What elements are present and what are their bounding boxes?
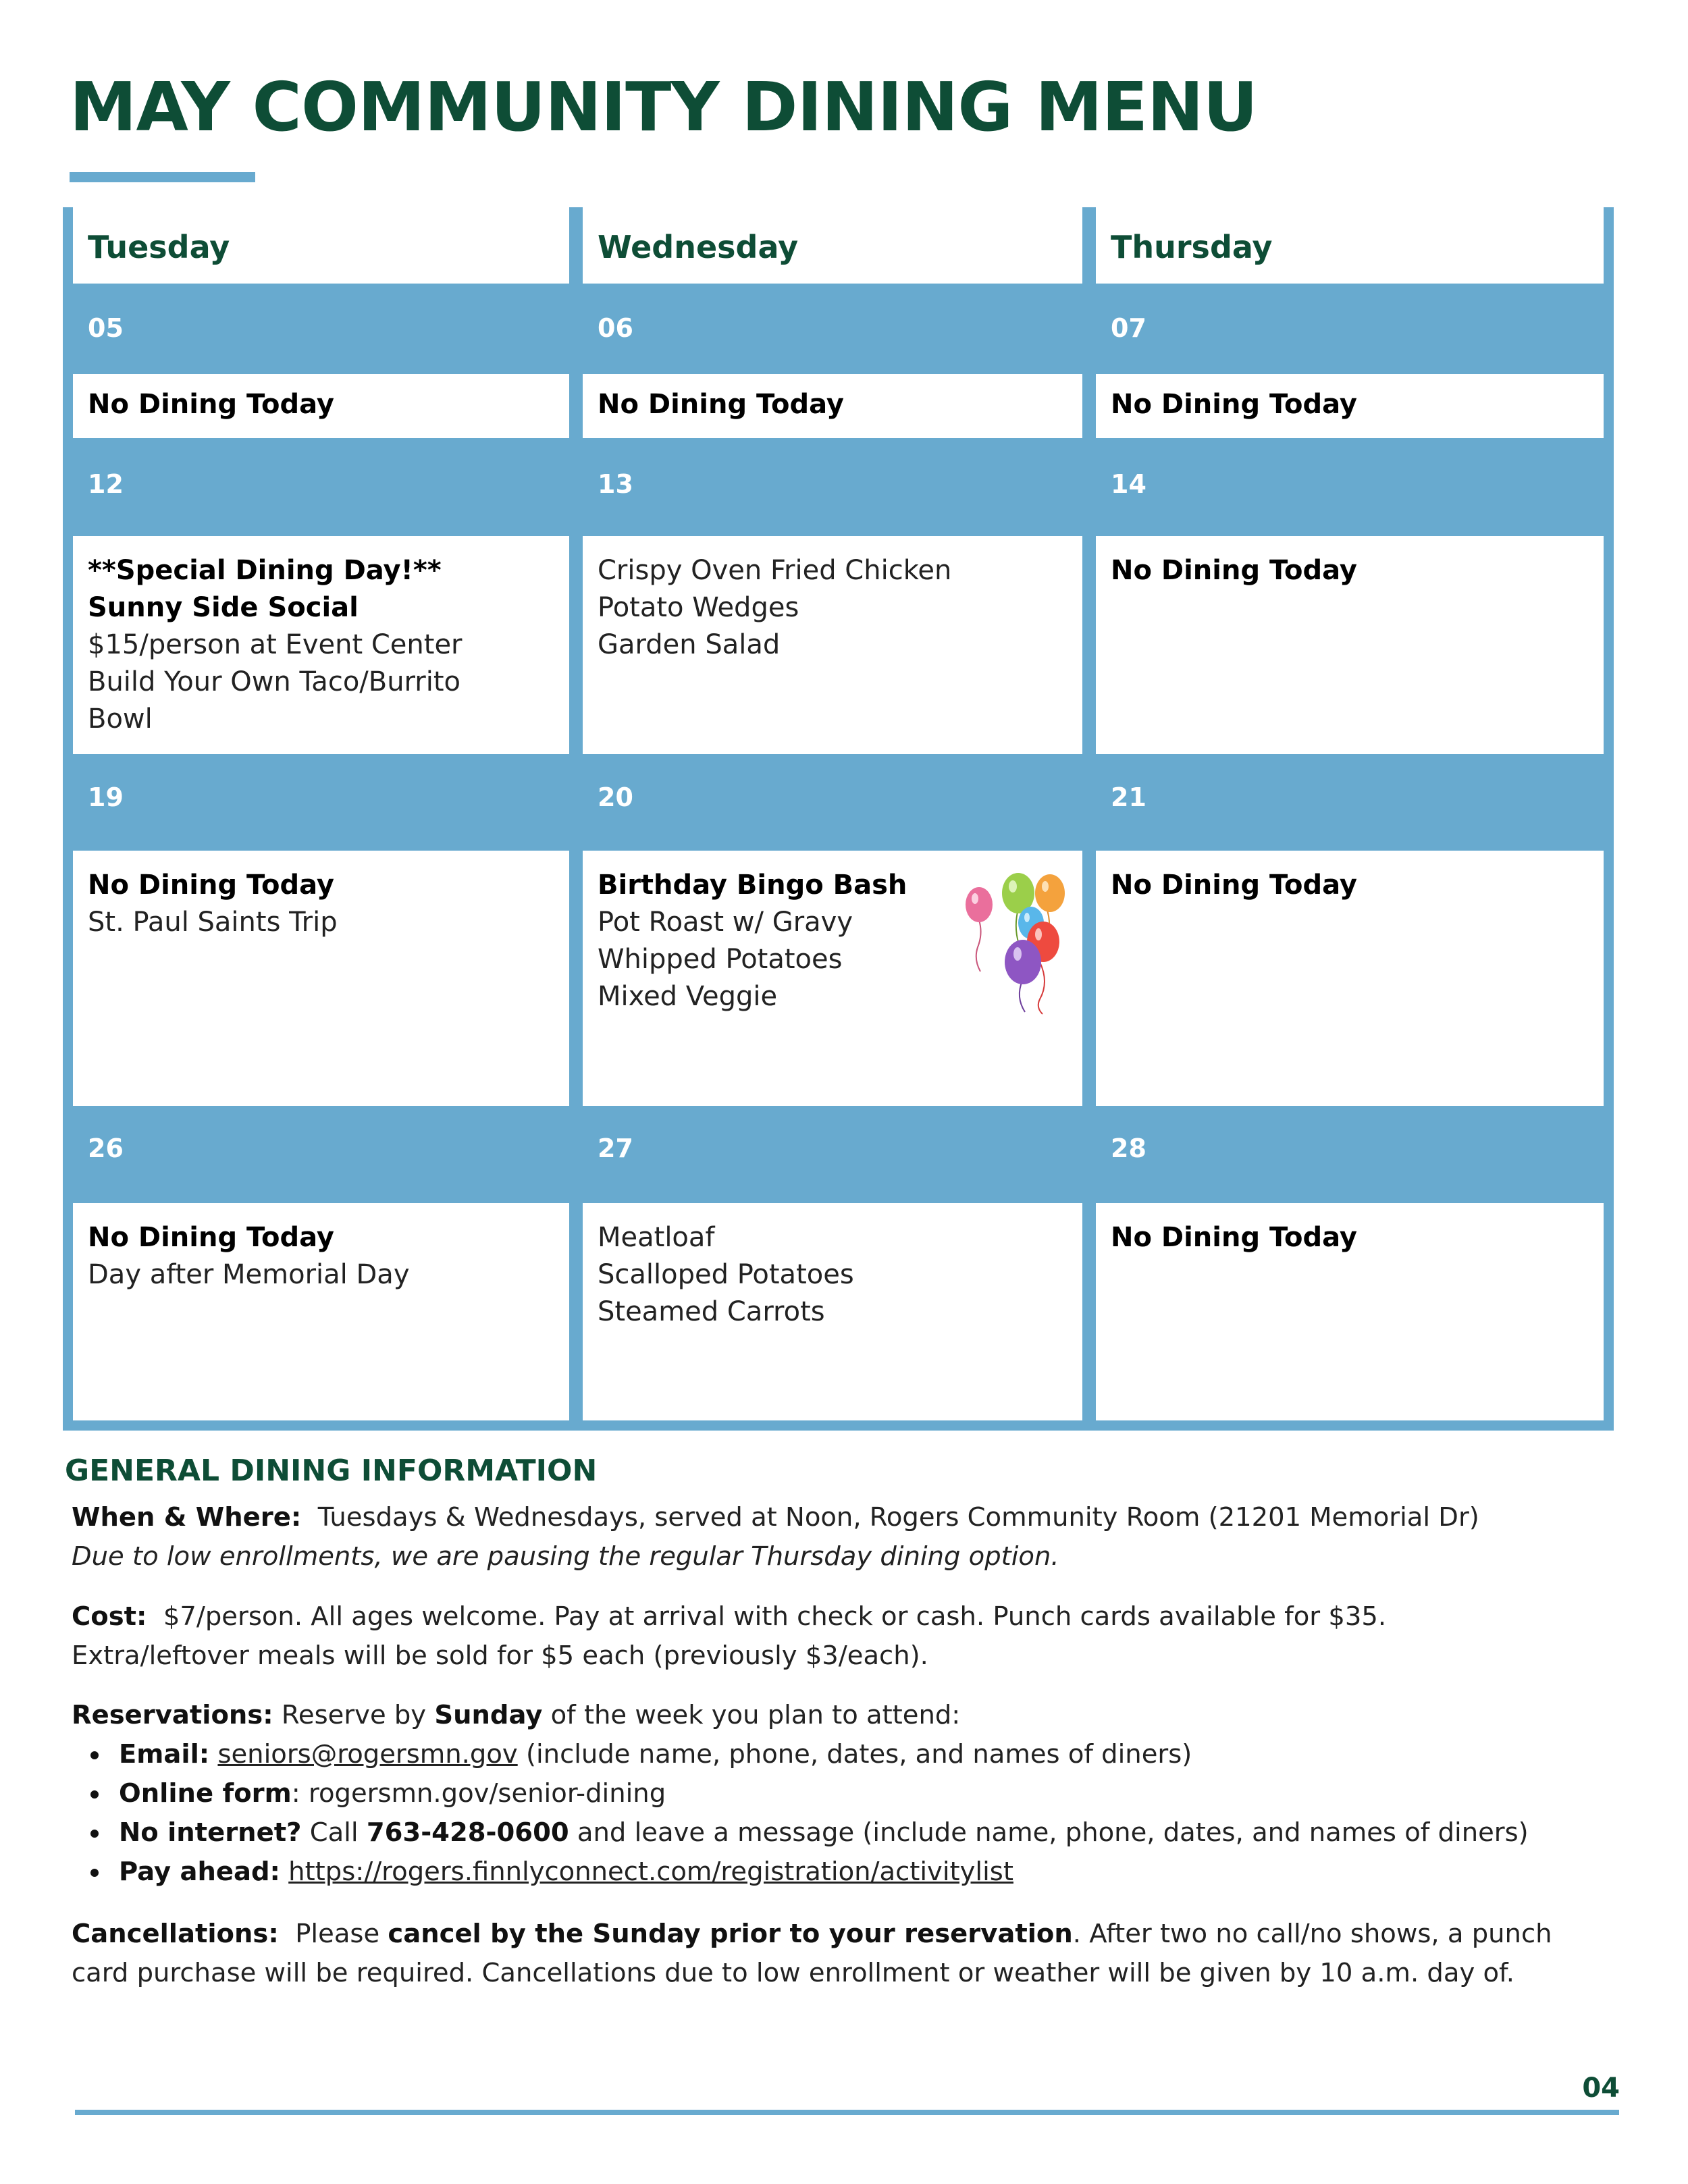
cancellations-text: Please [295, 1919, 380, 1949]
menu-cell [1096, 536, 1604, 754]
date-label: 06 [598, 313, 633, 343]
email-text: (include name, phone, dates, and names of diners) [525, 1739, 1192, 1769]
phone-number: 763-428-0600 [366, 1817, 569, 1848]
call-text: Call [309, 1817, 359, 1848]
menu-cell [1096, 851, 1604, 1106]
pay-ahead-link[interactable]: https://rogers.finnlyconnect.com/registration/activitylist [288, 1857, 1013, 1887]
menu-cell [1096, 1203, 1604, 1420]
menu-item: $15/person at Event Center [88, 629, 463, 660]
title-underline [70, 172, 255, 182]
menu-item: Crispy Oven Fried Chicken [598, 555, 952, 586]
menu-item: Day after Memorial Day [88, 1259, 410, 1290]
menu-item: St. Paul Saints Trip [88, 907, 338, 938]
cancellations-label: Cancellations: [72, 1919, 279, 1949]
menu-headline: No Dining Today [1111, 1222, 1357, 1253]
date-label: 13 [598, 469, 633, 499]
menu-cell [73, 374, 569, 438]
date-label: 19 [88, 782, 124, 812]
menu-item: Steamed Carrots [598, 1296, 825, 1327]
date-label: 26 [88, 1134, 124, 1163]
cost-label: Cost: [72, 1601, 147, 1632]
menu-item: Whipped Potatoes [598, 944, 843, 975]
when-where [72, 1498, 1479, 1576]
menu-item: Pot Roast w/ Gravy [598, 907, 853, 938]
footer-rule [75, 2110, 1619, 2115]
date-label: 12 [88, 469, 124, 499]
online-form-label: Online form [119, 1778, 292, 1809]
reservations-day: Sunday [434, 1700, 543, 1730]
when-label: When & Where: [72, 1502, 302, 1533]
menu-item: Bowl [88, 703, 153, 735]
menu-item: Mixed Veggie [598, 981, 778, 1012]
reservations-text: Reserve by [281, 1700, 427, 1730]
reservations-label: Reservations: [72, 1700, 273, 1730]
cost-text-2: Extra/leftover meals will be sold for $5 each (previously $3/each). [72, 1641, 928, 1671]
when-note: Due to low enrollments, we are pausing the regular Thursday dining option. [72, 1541, 1059, 1572]
cancellations-text-2: card purchase will be required. Cancellations due to low enrollment or weather will be given by 10 a.m. day of. [72, 1958, 1515, 1988]
pay-ahead-label: Pay ahead: [119, 1857, 280, 1887]
reservation-methods [88, 1735, 1529, 1892]
when-text: Tuesdays & Wednesdays, served at Noon, Rogers Community Room (21201 Memorial Dr) [317, 1502, 1479, 1533]
page-title: MAY COMMUNITY DINING MENU [70, 68, 1257, 147]
day-name: Thursday [1111, 229, 1273, 265]
no-internet-text: and leave a message (include name, phone, dates, and names of diners) [577, 1817, 1529, 1848]
menu-headline: No Dining Today [598, 389, 844, 420]
list-item [88, 1735, 1529, 1774]
balloons-icon [952, 868, 1067, 1023]
day-name: Tuesday [88, 229, 230, 265]
cost-text: $7/person. All ages welcome. Pay at arrival with check or cash. Punch cards available for $35. [163, 1601, 1387, 1632]
date-label: 07 [1111, 313, 1146, 343]
no-internet-label: No internet? [119, 1817, 302, 1848]
menu-cell [73, 536, 569, 754]
menu-cell [583, 536, 1082, 754]
date-label: 14 [1111, 469, 1146, 499]
menu-headline: No Dining Today [88, 870, 334, 901]
cancellations-text: . After two no call/no shows, a punch [1072, 1919, 1552, 1949]
email-label: Email: [119, 1739, 210, 1769]
page-number: 04 [1582, 2073, 1620, 2104]
menu-headline: No Dining Today [1111, 555, 1357, 586]
online-form-text: : rogersmn.gov/senior-dining [291, 1778, 666, 1809]
menu-headline: **Special Dining Day!** [88, 555, 442, 586]
menu-cell [73, 851, 569, 1106]
list-item [88, 1774, 1529, 1813]
menu-cell [1096, 374, 1604, 438]
menu-calendar [63, 207, 1614, 1431]
menu-item: Garden Salad [598, 629, 781, 660]
menu-cell [583, 1203, 1082, 1420]
list-item [88, 1853, 1529, 1892]
menu-headline: No Dining Today [88, 389, 334, 420]
cancellations-deadline: cancel by the Sunday prior to your reservation [388, 1919, 1073, 1949]
header-cell-thursday [1096, 207, 1604, 284]
email-link[interactable]: seniors@rogersmn.gov [217, 1739, 518, 1769]
cancellations-info [72, 1915, 1552, 1993]
menu-headline: Birthday Bingo Bash [598, 870, 907, 901]
reservations-text: of the week you plan to attend: [550, 1700, 961, 1730]
header-cell-tuesday [73, 207, 569, 284]
cost-info [72, 1597, 1386, 1676]
menu-cell [73, 1203, 569, 1420]
menu-headline: Sunny Side Social [88, 592, 359, 623]
menu-item: Potato Wedges [598, 592, 799, 623]
date-label: 21 [1111, 782, 1146, 812]
menu-item: Scalloped Potatoes [598, 1259, 854, 1290]
day-name: Wednesday [598, 229, 799, 265]
date-label: 28 [1111, 1134, 1146, 1163]
menu-cell [583, 374, 1082, 438]
date-label: 27 [598, 1134, 633, 1163]
menu-headline: No Dining Today [1111, 870, 1357, 901]
reservations-intro [72, 1696, 960, 1735]
header-cell-wednesday [583, 207, 1082, 284]
menu-item: Build Your Own Taco/Burrito [88, 666, 461, 697]
list-item [88, 1813, 1529, 1853]
menu-item: Meatloaf [598, 1222, 715, 1253]
date-label: 20 [598, 782, 633, 812]
date-label: 05 [88, 313, 124, 343]
section-heading: GENERAL DINING INFORMATION [65, 1454, 598, 1488]
menu-headline: No Dining Today [1111, 389, 1357, 420]
menu-headline: No Dining Today [88, 1222, 334, 1253]
